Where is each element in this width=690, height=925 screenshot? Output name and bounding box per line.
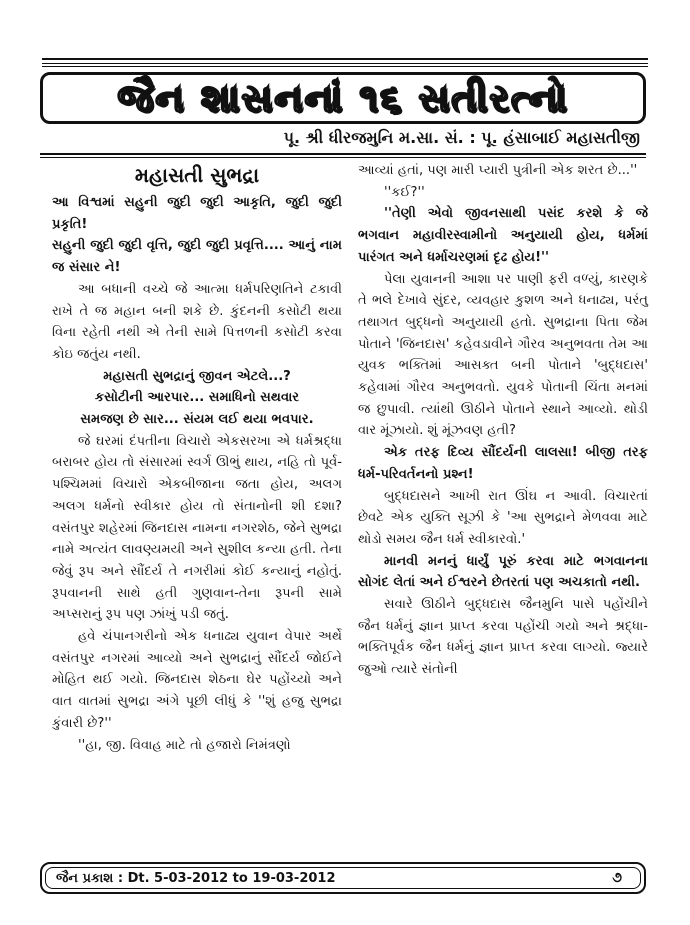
verse-line: મહાસતી સુભદ્રાનું જીવન એટલે...? [103,368,291,384]
publication-info: જૈન પ્રકાશ : Dt. 5-03-2012 to 19-03-2012 [56,870,336,886]
author-underline [40,153,646,155]
paragraph: માનવી મનનું ધાર્યું પૂરું કરવા માટે ભગવાનના સોગંદ લેતાં અને ઈશ્વરને છેતરતાં પણ અચકાતો નથી. [358,553,648,591]
paragraph: હવે ચંપાનગરીનો એક ધનાઢ્ય યુવાન વેપાર અર્થે વસંતપુર નગરમાં આવ્યો અને સુભદ્રાનું સૌંદર્ય જોઈને મોહિત થઈ ગયો. જિનદાસ શેઠના ઘેર પહોંચ્યો અને વાત વાતમાં સુભદ્રા અંગે પૂછી લીધું કે ''શું હજુ સુભદ્રા કુંવારી છે?'' [52,629,342,731]
paragraph: સવારે ઊઠીને બુદ્ધદાસ જૈનમુનિ પાસે પહોંચીને જૈન ધર્મનું જ્ઞાન પ્રાપ્ત કરવા પહોંચી ગયો અને શ્રદ્ધા-ભક્તિપૂર્વક જૈન ધર્મનું જ્ઞાન પ્રાપ્ત કરવા લાગ્યો. જ્યારે જુઓ ત્યારે સંતોની [358,597,648,678]
author-credit: પૂ. શ્રી ધીરજમુનિ મ.સા. સં. : પૂ. હંસાબાઈ મહાસતીજી [283,128,640,147]
paragraph: બુદ્ધદાસને આખી રાત ઊંઘ ન આવી. વિચારતાં છેવટે એક યુક્તિ સૂઝી કે 'આ સુભદ્રાને મેળવવા માટે થોડો સમય જૈન ધર્મ સ્વીકારવો.' [358,488,648,547]
paragraph: ''હા, જી. વિવાહ માટે તો હજારો નિમંત્રણો [78,737,291,753]
paragraph: ''કઈ?'' [384,184,425,200]
article-title: મહાસતી સુભદ્રા [134,163,260,187]
footer-box [40,862,646,894]
author-underline-thin [40,157,646,158]
paragraph: આવ્યાં હતાં, પણ મારી પ્યારી પુત્રીની એક શરત છે...'' [358,163,638,178]
verse-line: સમજણ છે સાર... સંયમ લઈ થયા ભવપાર. [80,412,314,428]
series-title: જૈન શાસનનાં ૧૬ સતીરત્નો [117,75,569,120]
paragraph: ''તેણી એવો જીવનસાથી પસંદ કરશે કે જે ભગવાન મહાવીરસ્વામીનો અનુયાયી હોય, ધર્મમાં પારંગત અને ધર્માચરણમાં દૃઢ હોય!'' [358,206,648,265]
right-column [358,160,648,681]
page-number: ૭ [612,870,622,886]
top-rule-1 [42,58,648,60]
paragraph: આ બધાની વચ્ચે જે આત્મા ધર્મપરિણતિને ટકાવી રાખે તે જ મહાન બની શકે છે. કુંદનની કસોટી થયા વિના રહેતી નથી એ તેની સામે પિત્તળની કસોટી કરવા કોઇ જતુંય નથી. [52,281,342,362]
top-rule-3 [42,66,648,67]
paragraph: એક તરફ દિવ્ય સૌંદર્યની લાલસા! બીજી તરફ ધર્મ-પરિવર્તનનો પ્રશ્ન! [358,445,648,482]
title-banner [40,72,646,124]
paragraph: સહુની જુદી જુદી વૃત્તિ, જુદી જુદી પ્રવૃત્તિ.... આનું નામ જ સંસાર ને! [52,238,342,276]
paragraph: પેલા યુવાનની આશા પર પાણી ફરી વળ્યું, કારણકે તે ભલે દેખાવે સુંદર, વ્યવહાર કુશળ અને ધનાઢ્ય, પરંતુ તથાગત બુદ્ધનો અનુયાયી હતો. સુભદ્રાના પિતા જેમ પોતાને 'જિનદાસ' કહેવડાવીને ગૌરવ અનુભવતા તેમ આ યુવક ભક્તિમાં આસક્ત બની પોતાને 'બુદ્ધદાસ' કહેવામાં ગૌરવ અનુભવતો. યુવકે પોતાની ચિંતા મનમાં જ છુપાવી. ત્યાંથી ઊઠીને પોતાને સ્થાને આવ્યો. થોડી વાર મૂંઝાયો. શું મૂંઝવણ હતી? [358,271,648,439]
verse-line: કસોટીની આરપાર... સમાધિનો સથવાર [94,390,300,406]
top-rule-2 [42,63,648,64]
paragraph: આ વિશ્વમાં સહુની જુદી જુદી આકૃતિ, જુદી જુદી પ્રકૃતિ! [52,195,342,232]
paragraph: જે ઘરમાં દંપતીના વિચારો એકસરખા એ ધર્મશ્રદ્ધા બરાબર હોય તો સંસારમાં સ્વર્ગ ઊભું થાય, નહિ તો પૂર્વ-પશ્ચિમમાં વિચારો એકબીજાના જતા હોય, અલગ અલગ ધર્મનો સ્વીકાર હોય તો સંતાનોની શી દશા? વસંતપુર શહેરમાં જિનદાસ નામના નગરશેઠ, જેને સુભદ્રા નામે અત્યંત લાવણ્યમયી અને સુશીલ કન્યા હતી. તેના જેવું રૂપ અને સૌંદર્ય તે નગરીમાં કોઈ કન્યાનું નહોતું. રૂપવાનની સાથે હતી ગુણવાન-તેના રૂપની સામે અપ્સરાનું રૂપ પણ ઝાંખું પડી જતું. [52,433,342,623]
left-column [52,160,342,756]
